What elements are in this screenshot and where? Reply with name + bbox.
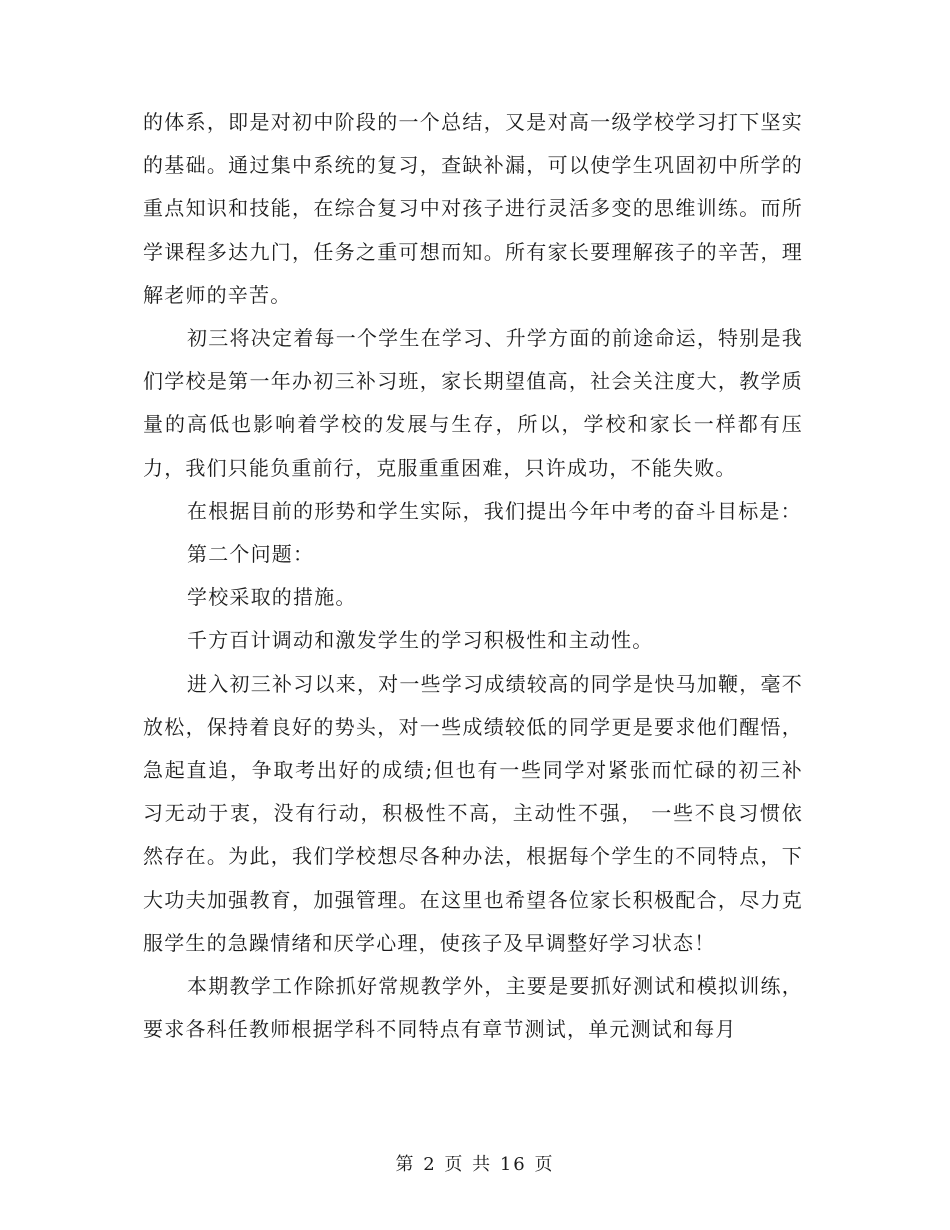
paragraph-1: 的体系，即是对初中阶段的一个总结，又是对高一级学校学习打下坚实的基础。通过集中系统的复习，查缺补漏，可以使学生巩固初中所学的重点知识和技能，在综合复习中对孩子进行灵活多变的思维训练。而所学课程多达九门，任务之重可想而知。所有家长要理解孩子的辛苦，理解老师的辛苦。 — [143, 110, 803, 307]
paragraph-5: 学校采取的措施。 — [187, 585, 357, 610]
page-number-footer: 第 2 页 共 16 页 — [395, 1154, 555, 1175]
paragraph-4: 第二个问题： — [187, 542, 315, 567]
paragraph-3: 在根据目前的形势和学生实际，我们提出今年中考的奋斗目标是： — [187, 498, 802, 523]
paragraph-8: 本期教学工作除抓好常规教学外，主要是要抓好测试和模拟训练，要求各科任教师根据学科不同特点有章节测试，单元测试和每月 — [143, 974, 803, 1042]
paragraph-6: 千方百计调动和激发学生的学习积极性和主动性。 — [187, 628, 654, 653]
paragraph-2: 初三将决定着每一个学生在学习、升学方面的前途命运，特别是我们学校是第一年办初三补习班，家长期望值高，社会关注度大，教学质量的高低也影响着学校的发展与生存，所以，学校和家长一样都有压力，我们只能负重前行，克服重重困难，只许成功，不能失败。 — [143, 326, 803, 480]
paragraph-7: 进入初三补习以来，对一些学习成绩较高的同学是快马加鞭，毫不放松，保持着良好的势头，对一些成绩较低的同学更是要求他们醒悟，急起直追，争取考出好的成绩;但也有一些同学对紧张而忙碌的初三补习无动于衷，没有行动，积极性不高，主动性不强， 一些不良习惯依然存在。为此，我们学校想尽各种办法，根据每个学生的不同特点，下大功夫加强教育，加强管理。在这里也希望各位家长积极配合，尽力克服学生的急躁情绪和厌学心理，使孩子及早调整好学习状态！ — [143, 671, 803, 955]
body-text — [143, 101, 803, 1051]
